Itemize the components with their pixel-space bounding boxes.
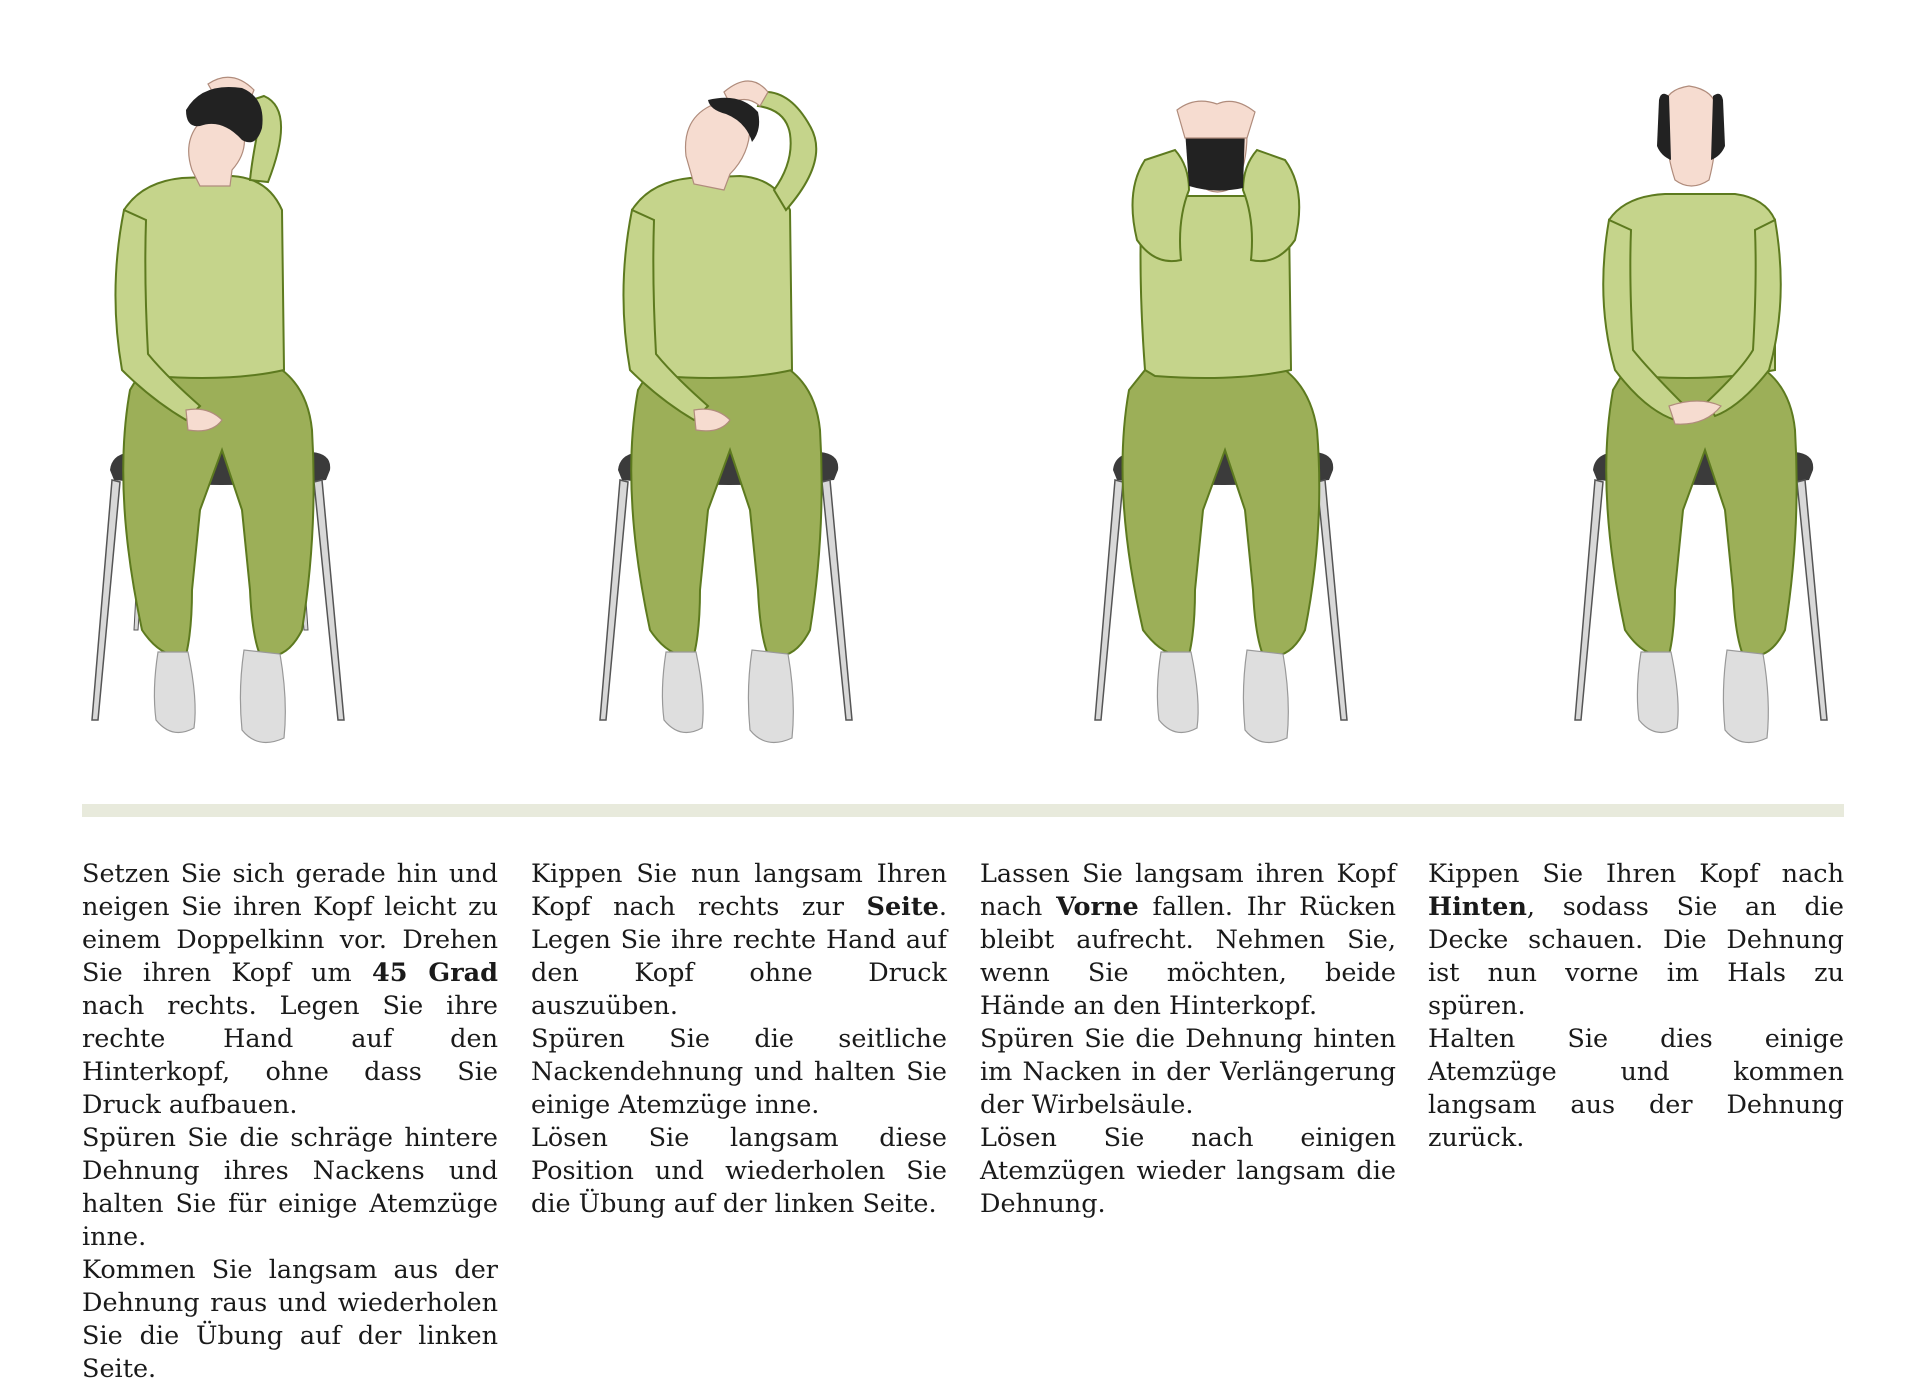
legs	[631, 370, 821, 656]
socks	[662, 650, 793, 743]
paragraph: Lösen Sie langsam diese Position und wiederholen Sie die Übung auf der linken Seite.	[531, 1123, 947, 1219]
instruction-column-2	[531, 858, 947, 1221]
figure-3-illustration	[1085, 70, 1385, 770]
figure-4-illustration	[1565, 70, 1865, 770]
exercise-figure-2	[590, 70, 890, 770]
paragraph: Spüren Sie die Dehnung hinten im Nacken in der Verlängerung der Wirbelsäule.	[980, 1024, 1396, 1120]
paragraph: Kippen Sie Ihren Kopf nach Hinten, sodass Sie an die Decke schauen. Die Dehnung ist nun vorne im Hals zu spüren.	[1428, 859, 1844, 1021]
section-divider	[82, 804, 1844, 817]
socks	[1157, 650, 1288, 743]
paragraph: Halten Sie dies einige Atemzüge und kommen langsam aus der Dehnung zurück.	[1428, 1024, 1844, 1153]
paragraph: Kippen Sie nun langsam Ihren Kopf nach rechts zur Seite. Legen Sie ihre rechte Hand auf den Kopf ohne Druck auszuüben.	[531, 859, 947, 1021]
exercise-figure-1	[82, 70, 382, 770]
head-forward	[1177, 101, 1255, 192]
exercise-figure-4	[1565, 70, 1865, 770]
paragraph: Spüren Sie die seitliche Nackendehnung und halten Sie einige Atemzüge inne.	[531, 1024, 947, 1120]
paragraph: Lassen Sie langsam ihren Kopf nach Vorne fallen. Ihr Rücken bleibt aufrecht. Nehmen Sie, wenn Sie möchten, beide Hände an den Hinterkopf.	[980, 859, 1397, 1021]
head-back	[1657, 86, 1725, 186]
paragraph: Setzen Sie sich gerade hin und neigen Sie ihren Kopf leicht zu einem Doppelkinn vor. Drehen Sie ihren Kopf um 45 Grad nach rechts. Legen Sie ihre rechte Hand auf den Hinterkopf, ohne dass Sie Druck aufbauen.	[82, 859, 498, 1120]
instruction-column-1	[82, 858, 498, 1386]
paragraph: Spüren Sie die schräge hintere Dehnung ihres Nackens und halten Sie für einige Atemzüge inne.	[82, 1123, 498, 1252]
paragraph: Lösen Sie nach einigen Atemzügen wieder langsam die Dehnung.	[980, 1123, 1396, 1219]
legs	[1123, 370, 1320, 656]
socks	[154, 650, 285, 743]
socks	[1637, 650, 1768, 743]
figure-2-illustration	[590, 70, 890, 770]
figure-1-illustration	[82, 70, 382, 770]
instruction-column-4	[1428, 858, 1844, 1155]
exercise-figure-3	[1085, 70, 1385, 770]
instruction-column-3	[980, 858, 1396, 1221]
paragraph: Kommen Sie langsam aus der Dehnung raus und wiederholen Sie die Übung auf der linken Seite.	[82, 1255, 498, 1384]
legs	[123, 370, 313, 656]
